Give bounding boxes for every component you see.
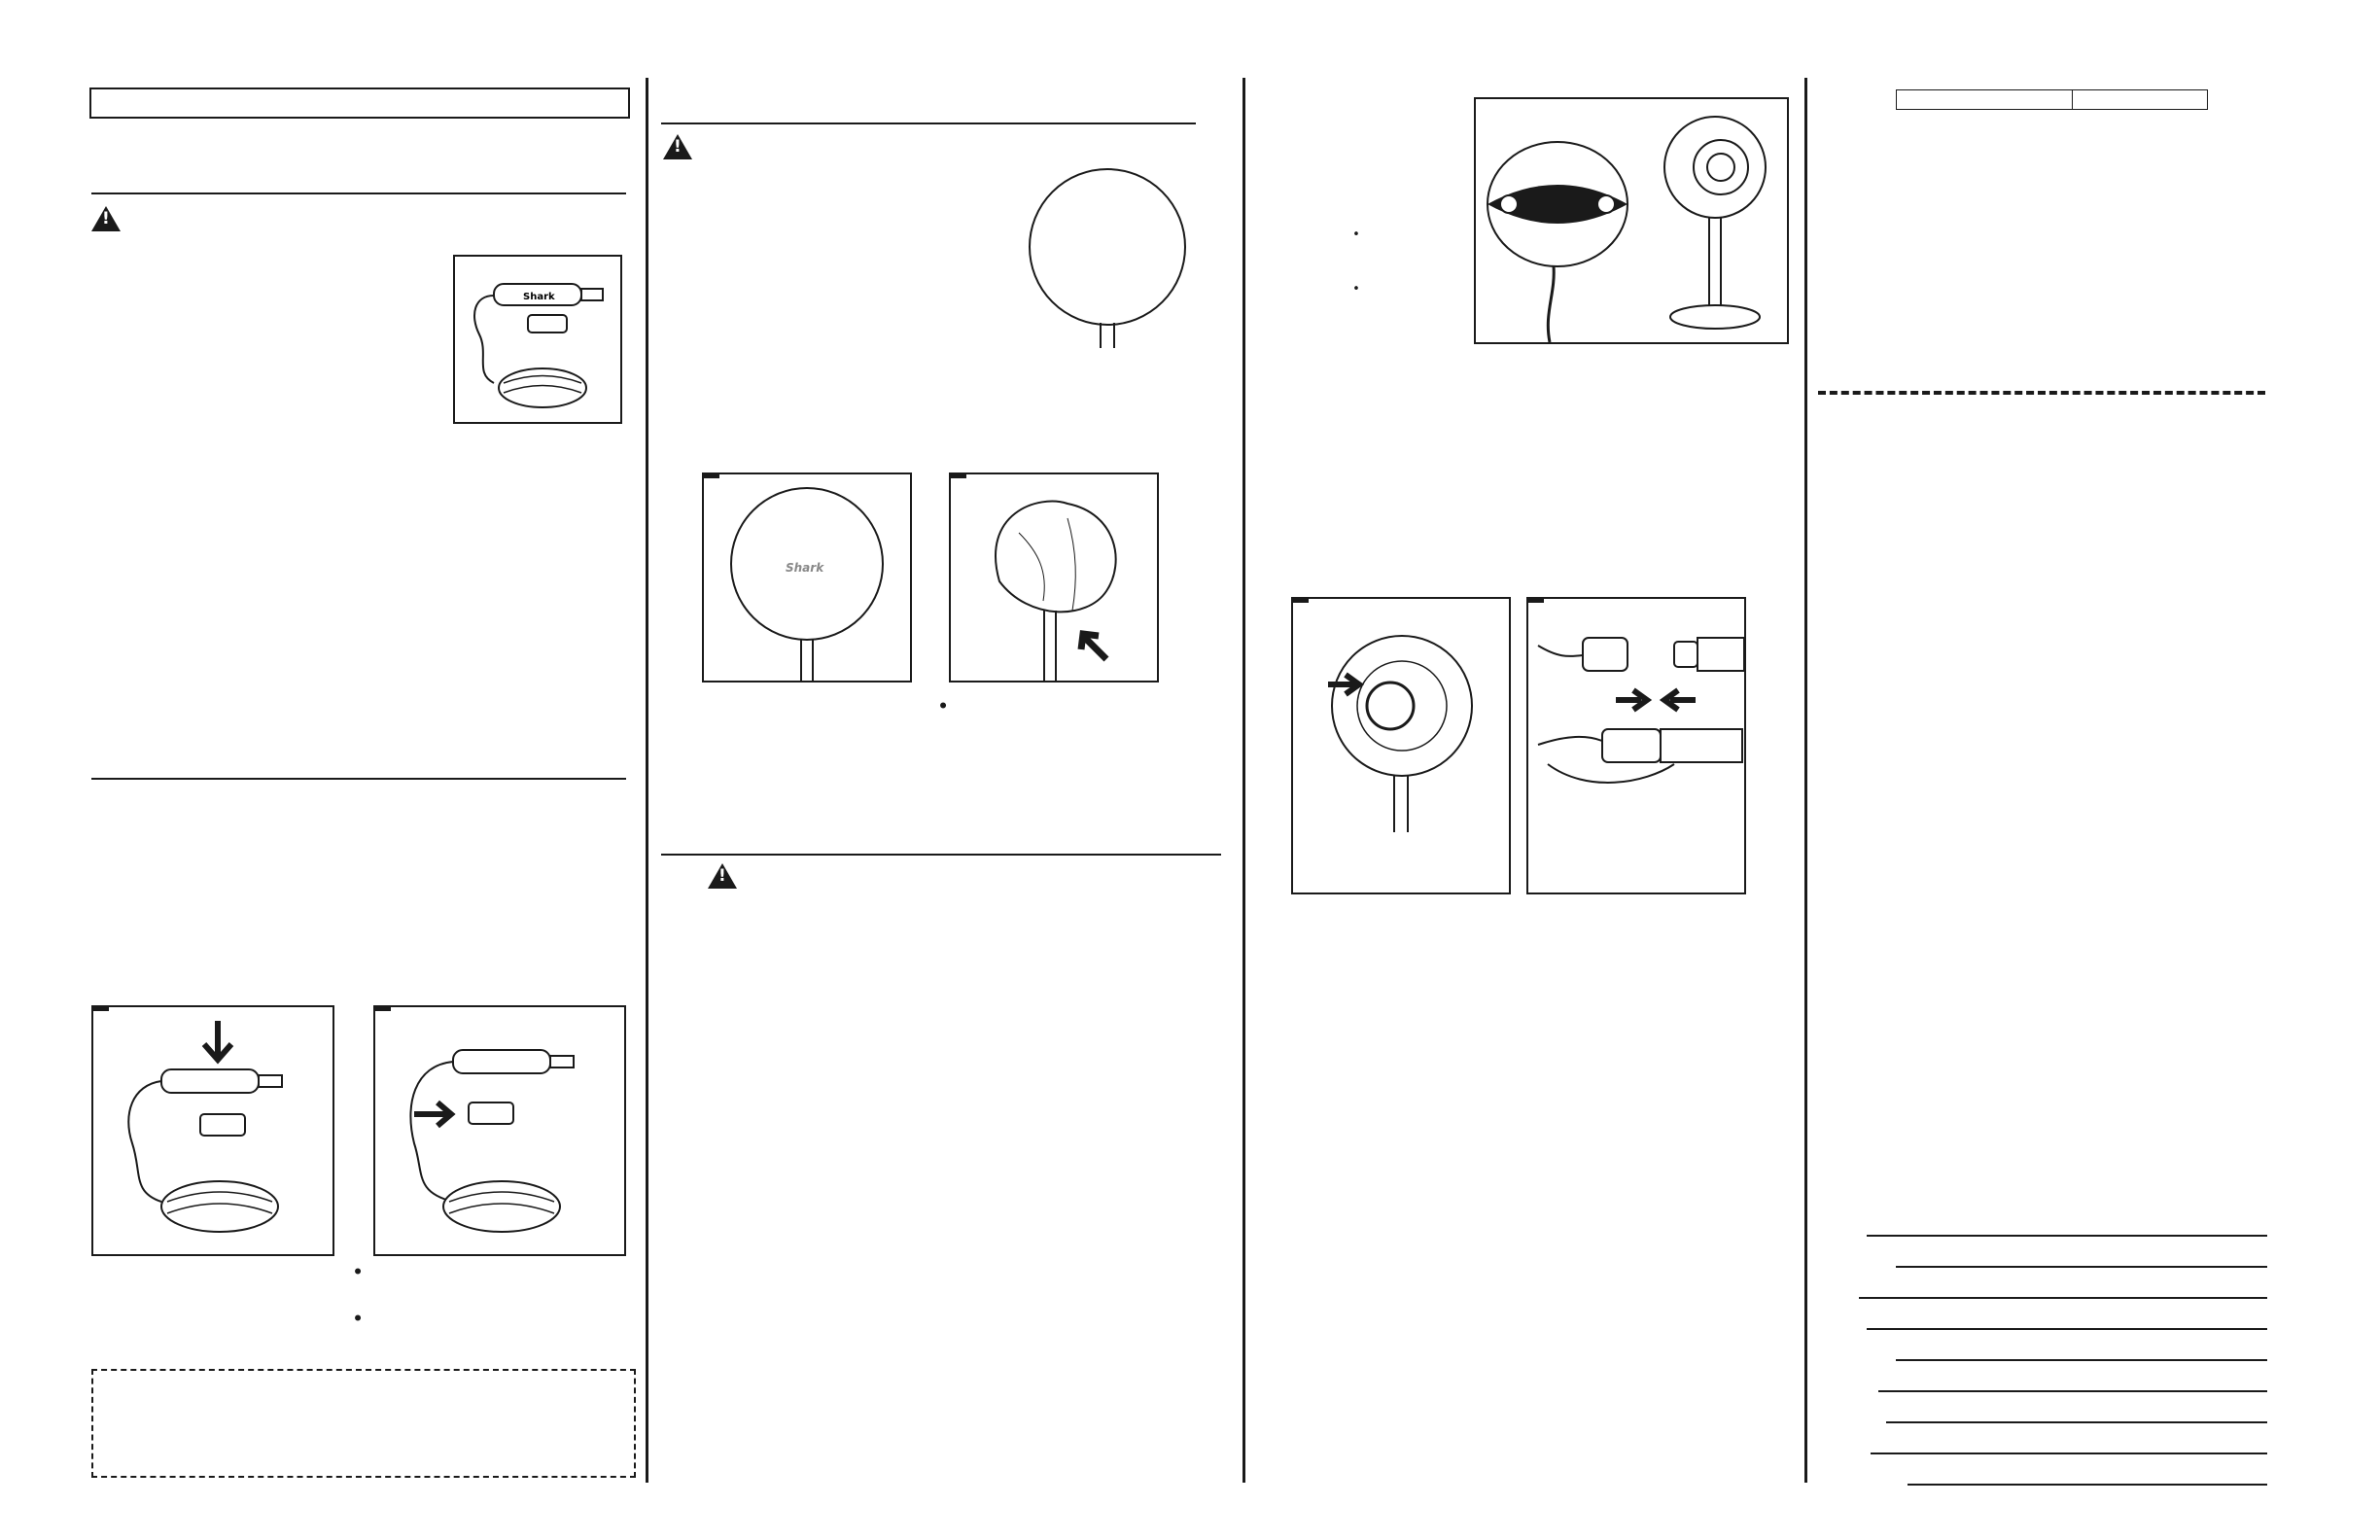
cover-safety-list (663, 187, 1013, 191)
cover-note: • (937, 697, 949, 717)
panel-divider-3 (1804, 78, 1807, 1483)
runtime-table (1896, 89, 2208, 110)
misting-rule (661, 854, 1221, 856)
panel-divider-1 (646, 78, 648, 1483)
warning-icon (91, 206, 121, 231)
misting-safety-heading (708, 863, 747, 889)
charger-image (453, 255, 622, 424)
rule-2 (91, 778, 626, 780)
fan-cover-illustration (1017, 167, 1198, 348)
plug-in-illustration (93, 1007, 332, 1254)
blank-line (1878, 1390, 2267, 1392)
blank-line (1896, 1359, 2267, 1361)
cover-step-1 (702, 472, 912, 682)
blank-line (1908, 1484, 2267, 1486)
step-1-tag (704, 474, 719, 478)
attach-accessory-illustration (1293, 599, 1509, 832)
includes-note-1: • (1352, 228, 1360, 242)
cover-on-fan-illustration (704, 474, 910, 681)
note-2: • (352, 1310, 364, 1329)
step-1-tag (1293, 599, 1309, 603)
owner-guide-notice (89, 88, 630, 119)
includes-image (1474, 97, 1789, 344)
col-settings (1897, 90, 2073, 110)
step-23-tag (1528, 599, 1544, 603)
includes-note-2: • (1352, 282, 1360, 297)
step-1-tag (93, 1007, 109, 1011)
misting-step-1 (1291, 597, 1511, 894)
car-charger-illustration (455, 257, 620, 422)
blank-line (1867, 1235, 2267, 1237)
blank-line (1871, 1452, 2267, 1454)
cover-image (1017, 167, 1198, 348)
panel-divider-2 (1242, 78, 1245, 1483)
misting-step-23 (1526, 597, 1746, 894)
hose-connect-illustration (1528, 599, 1744, 832)
col-runtime (2073, 90, 2208, 110)
runtime-table-wrap (1896, 89, 2208, 110)
svg-text:Shark: Shark (786, 561, 824, 575)
blank-line (1859, 1297, 2267, 1299)
step-2-image (373, 1005, 626, 1256)
misting-accessory-illustration (1476, 99, 1787, 342)
cinch-illustration (951, 474, 1157, 681)
svg-text:Shark: Shark (523, 292, 555, 302)
blank-line (1896, 1266, 2267, 1268)
warning-icon (708, 863, 737, 889)
connect-illustration (375, 1007, 624, 1254)
blank-line (1886, 1421, 2267, 1423)
cover-step-2 (949, 472, 1159, 682)
blank-line (1867, 1328, 2267, 1330)
step-1-image (91, 1005, 334, 1256)
cover-safety-heading (663, 134, 702, 159)
warning-icon (663, 134, 692, 159)
note-1: • (352, 1263, 364, 1282)
title-rule (91, 192, 626, 194)
dashed-divider (1818, 391, 2265, 395)
step-2-tag (375, 1007, 391, 1011)
safety-heading (91, 206, 130, 231)
step-2-tag (951, 474, 966, 478)
cutout-box (91, 1369, 636, 1478)
cover-rule (661, 122, 1196, 124)
